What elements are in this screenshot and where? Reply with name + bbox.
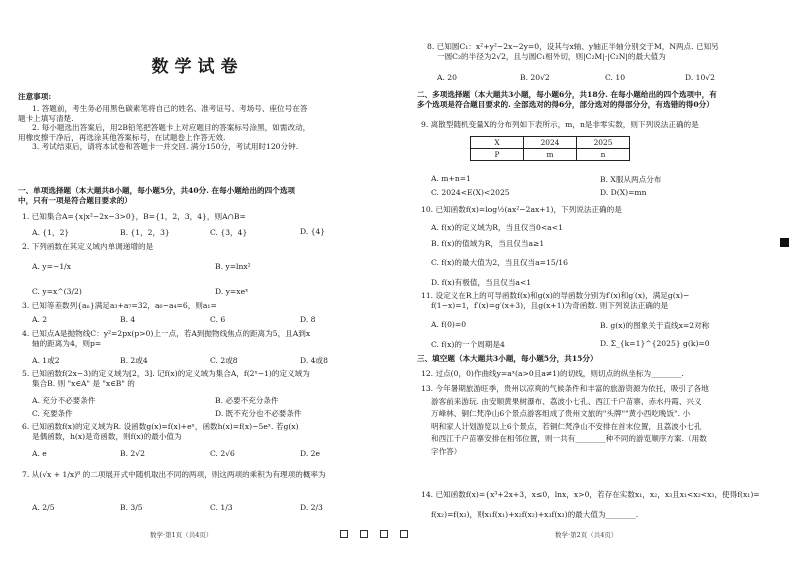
table-cell: m xyxy=(524,149,577,161)
q1-option-b: B. {1，2，3} xyxy=(120,228,170,237)
question-8: 8. 已知圆C₁：x²+y²−2x−2y=0，设其与x轴、y轴正半轴分别交于M，N两点. 已知另 一圆C₂的半径为2√2，且与圆C₁相外切，则|C₂M|·|C₂N|的最大值为 xyxy=(427,42,719,61)
table-row xyxy=(471,137,630,149)
question-2: 2. 下列函数在其定义域内单调递增的是 xyxy=(22,242,154,251)
q2-option-c: C. y=x^(3/2) xyxy=(32,287,82,296)
table-cell: P xyxy=(471,149,524,161)
crop-mark xyxy=(380,530,388,538)
q3-option-a: A. 2 xyxy=(32,315,48,324)
q7-option-c: C. 1/3 xyxy=(210,503,233,512)
q11-option-d: D. Σ_{k=1}^{2025} g(k)=0 xyxy=(600,339,710,348)
question-6: 6. 已知函数f(x)的定义域为R. 设函数g(x)=f(x)+eˣ，函数h(x)=f(x)−5eˣ. 若g(x) 是偶函数，h(x)是奇函数，则f(x)的最小值为 xyxy=(22,422,299,441)
q7-option-b: B. 3/5 xyxy=(120,503,143,512)
question-5: 5. 已知函数f(2x−3)的定义域为[2，3]. 记f(x)的定义域为集合A，f(2ˣ−1)的定义域为 集合B. 则 "x∈A" 是 "x∈B" 的 xyxy=(22,369,310,388)
question-1: 1. 已知集合A={x|x²−2x−3>0}，B={1，2，3，4}，则A∩B= xyxy=(22,212,246,221)
table-cell: 2025 xyxy=(577,137,630,149)
q1-option-d: D. {4} xyxy=(300,227,326,236)
q9-option-d: D. D(X)=mn xyxy=(600,188,647,197)
q2-option-a: A. y=−1/x xyxy=(32,262,71,271)
q11-option-b: B. g(x)的图象关于直线x=2对称 xyxy=(600,321,710,330)
question-7: 7. 从(√x + 1/x)⁸ 的二项展开式中随机取出不同的两项，则这两项的乘积为有理项的概率为 xyxy=(22,470,326,479)
q5-option-c: C. 充要条件 xyxy=(32,409,73,418)
q8-option-a: A. 20 xyxy=(437,73,457,82)
q10-option-b: B. f(x)的值域为R，当且仅当a≥1 xyxy=(431,239,545,248)
q4-option-c: C. 2或8 xyxy=(210,356,238,365)
q5-option-a: A. 充分不必要条件 xyxy=(32,396,96,405)
question-11: 11. 设定义在R上的可导函数f(x)和g(x)的导函数分别为f′(x)和g′(x)，满足g(x)− f(1−x)=1，f′(x)=g′(x+3)，且g(x+1)为奇函数. 则下列说法正确的是 xyxy=(421,291,690,310)
q10-option-d: D. f(x)有极值，当且仅当a<1 xyxy=(431,278,532,287)
q10-option-c: C. f(x)的最大值为2，当且仅当a=15/16 xyxy=(431,258,568,267)
table-cell: X xyxy=(471,137,524,149)
q11-option-c: C. f(x)的一个周期是4 xyxy=(431,340,505,349)
q8-option-b: B. 20√2 xyxy=(520,73,550,82)
q1-option-c: C. {3，4} xyxy=(210,228,248,237)
question-13: 13. 今年暑期旅游旺季，贵州以凉爽的气候条件和丰富的旅游资源为依托，吸引了各地 游客前来游玩. 由安顺黄果树瀑布、荔波小七孔、西江千户苗寨、赤水丹霞、兴义 万峰林、铜仁梵净山6个景点游客组成了贵州文旅的"头牌""黄小西吃晚饭". 小 明和家人计划游览以上6个景点，若铜仁梵净山不安排在首末位置，且荔波小七孔 和西江千户苗寨安排在相邻位置，则一共有________种不同的游览顺序方案.（用数 字作答） xyxy=(421,384,709,456)
q5-option-b: B. 必要不充分条件 xyxy=(215,396,279,405)
q4-option-a: A. 1或2 xyxy=(32,356,60,365)
q6-option-d: D. 2e xyxy=(300,449,320,458)
q9-option-c: C. 2024<E(X)<2025 xyxy=(431,188,510,197)
q2-option-b: B. y=lnx² xyxy=(215,262,251,271)
left-page xyxy=(0,0,395,561)
crop-mark xyxy=(360,530,368,538)
question-9: 9. 离散型随机变量X的分布列如下表所示，m，n是非零实数，则下列说法正确的是 xyxy=(421,120,699,129)
q1-option-a: A. {1，2} xyxy=(32,228,70,237)
q8-option-c: C. 10 xyxy=(605,73,626,82)
table-cell: 2024 xyxy=(524,137,577,149)
notice-heading: 注意事项: xyxy=(18,92,52,101)
q7-option-d: D. 2/3 xyxy=(300,503,323,512)
right-page xyxy=(405,0,775,561)
q3-option-d: D. 8 xyxy=(300,315,316,324)
q7-option-a: A. 2/5 xyxy=(32,503,55,512)
table-cell: n xyxy=(577,149,630,161)
q2-option-d: D. y=xeˣ xyxy=(215,287,249,296)
q6-option-a: A. e xyxy=(32,449,47,458)
notice-list: 1. 答题前，考生务必用黑色碳素笔将自己的姓名、准考证号、考场号、座位号在答 题卡上填写清楚. 2. 每小题选出答案后，用2B铅笔把答题卡上对应题目的答案标号涂黑，如需改动， 用橡皮擦干净后，再选涂其他答案标号，在试题卷上作答无效. 3. 考试结束后，请将本试卷和答题卡一并交回. 满分150分，考试用时120分钟. xyxy=(18,104,311,152)
crop-mark xyxy=(340,530,348,538)
distribution-table xyxy=(470,136,630,161)
q11-option-a: A. f(0)=0 xyxy=(431,320,467,329)
q9-option-a: A. m+n=1 xyxy=(431,174,471,183)
q8-option-d: D. 10√2 xyxy=(685,73,715,82)
q4-option-b: B. 2或4 xyxy=(120,356,148,365)
q3-option-b: B. 4 xyxy=(120,315,136,324)
q5-option-d: D. 既不充分也不必要条件 xyxy=(215,409,302,418)
q4-option-d: D. 4或8 xyxy=(300,356,328,365)
question-4: 4. 已知点A是抛物线C：y²=2px(p>0)上一点，若A到抛物线焦点的距离为5，且A到x 轴的距离为4，则p= xyxy=(22,329,311,348)
question-12: 12. 过点(0，0)作曲线y=aˣ(a>0且a≠1)的切线，则切点的纵坐标为________. xyxy=(421,369,684,378)
q3-option-c: C. 6 xyxy=(210,315,226,324)
question-14: 14. 已知函数f(x)={x³+2x+3，x≤0，lnx，x>0，若存在实数x₁，x₂，x₃且x₁<x₂<x₃，使得f(x₁)= f(x₂)=f(x₃)，则x₁f(x₁)+x₂f(x₂)+x₃f(x₃)的最大值为________. xyxy=(421,490,760,519)
page-footer-right: 数学·第2页（共4页） xyxy=(555,531,618,539)
q10-option-a: A. f(x)的定义域为R，当且仅当0<a<1 xyxy=(431,223,563,232)
question-10: 10. 已知函数f(x)=log½(ax²−2ax+1)，下列说法正确的是 xyxy=(421,205,622,214)
table-row xyxy=(471,149,630,161)
section-multiple-choice: 二、多项选择题（本大题共3小题，每小题6分，共18分. 在每小题给出的四个选项中，有 多个选项是符合题目要求的. 全部选对的得6分，部分选对的得部分分，有选错的得0分） xyxy=(417,90,717,109)
registration-mark xyxy=(780,238,789,247)
page-footer-left: 数学·第1页（共4页） xyxy=(150,531,213,539)
q6-option-b: B. 2√2 xyxy=(120,449,145,458)
section-single-choice: 一、单项选择题（本大题共8小题，每小题5分，共40分. 在每小题给出的四个选项 中，只有一项是符合题目要求的） xyxy=(18,186,296,205)
section-fill-blank: 三、填空题（本大题共3小题，每小题5分，共15分） xyxy=(417,354,598,363)
question-3: 3. 已知等差数列{aₙ}满足a₃+a₇=32，a₆−a₄=6，则a₁= xyxy=(22,301,217,310)
q9-option-b: B. X服从两点分布 xyxy=(600,175,662,184)
page-title: 数学试卷 xyxy=(151,57,244,77)
q6-option-c: C. 2√6 xyxy=(210,449,235,458)
